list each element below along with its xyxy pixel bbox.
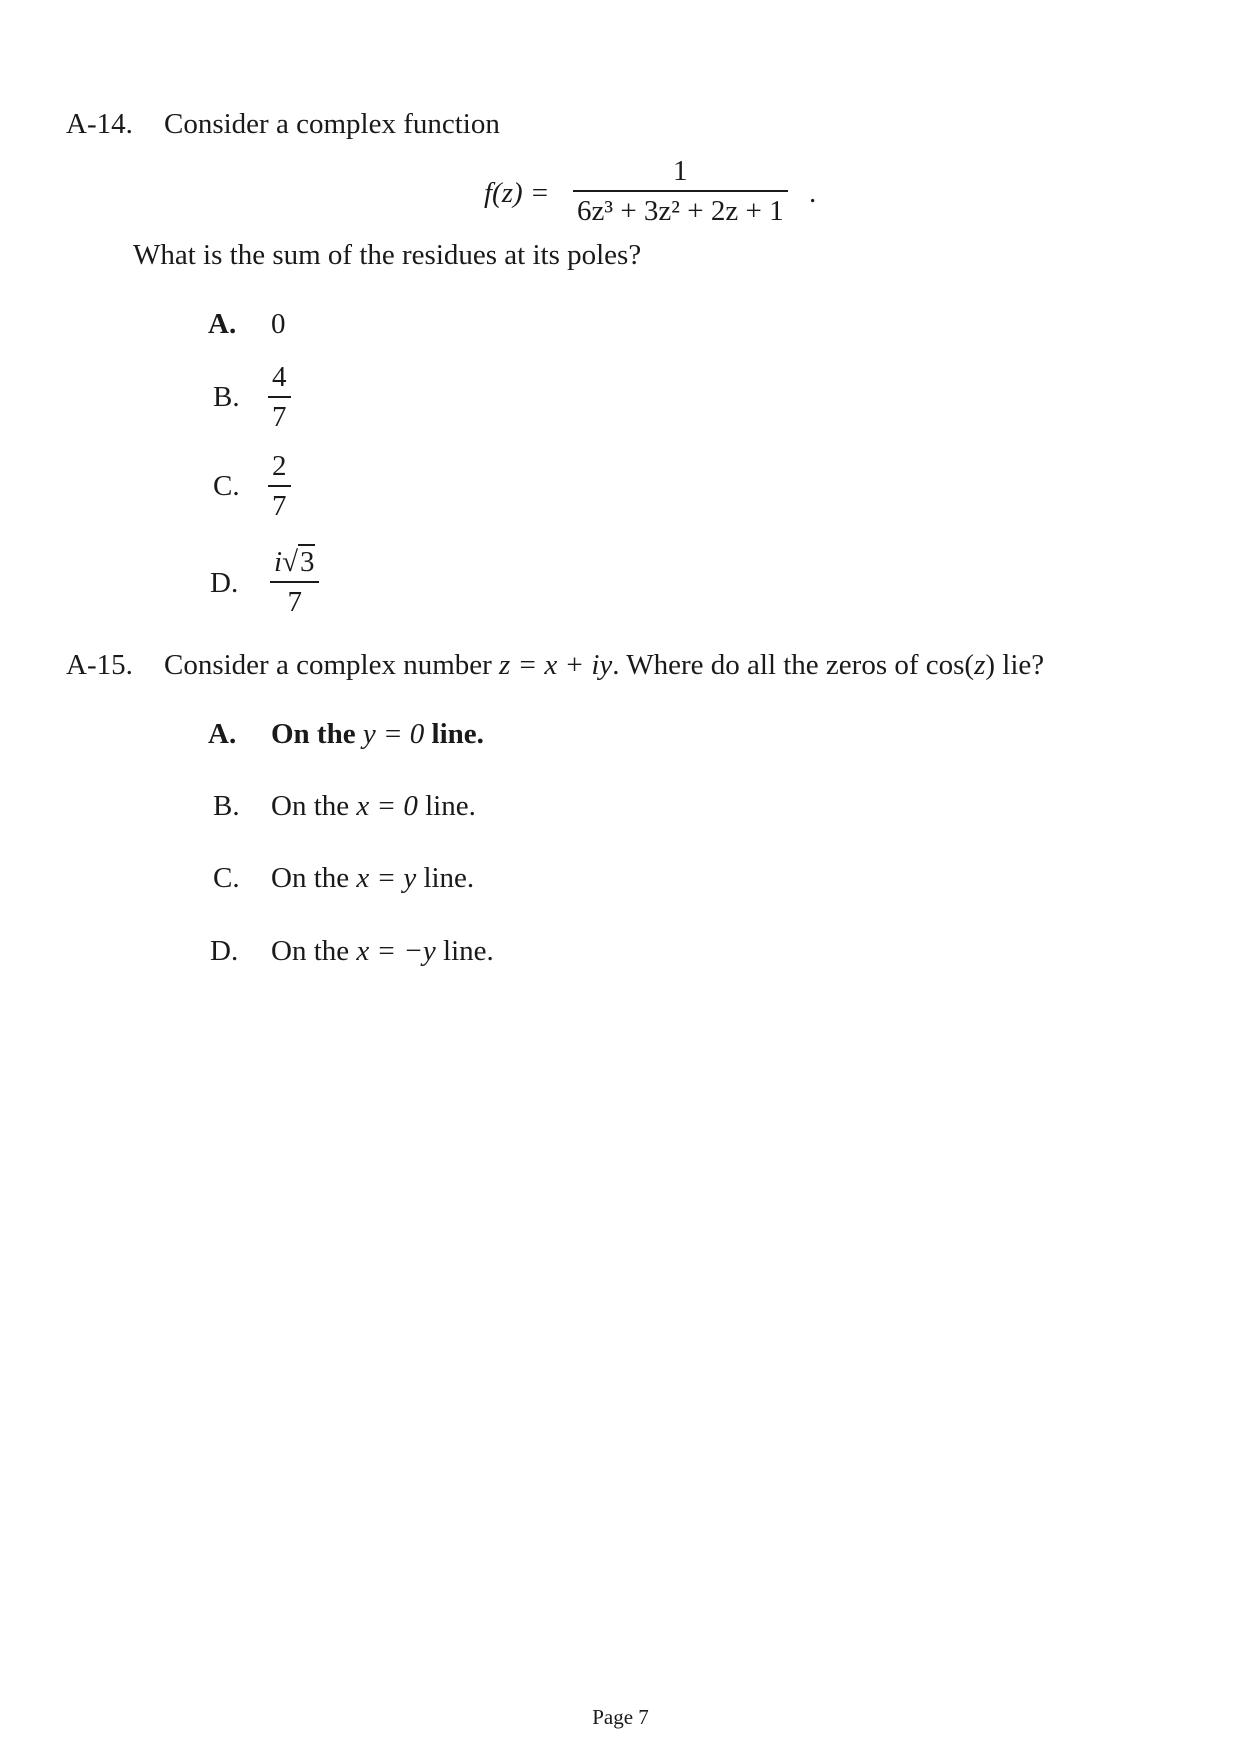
option-math: x = 0	[356, 790, 418, 822]
option-label-a15-a: A.	[208, 718, 237, 750]
square-root	[282, 545, 315, 579]
prompt-text: . Where do all the zeros of cos(	[612, 649, 975, 681]
fraction-bar	[268, 396, 291, 398]
fraction-numerator: 4	[272, 361, 287, 393]
option-text-a15-a	[271, 717, 484, 751]
option-text-a15-b	[271, 789, 476, 823]
question-prompt-a14: Consider a complex function	[164, 108, 500, 140]
option-value-a14-a: 0	[271, 308, 286, 340]
option-text: On the	[271, 790, 350, 822]
option-label-a14-b: B.	[213, 381, 240, 413]
question-text-a14: What is the sum of the residues at its poles?	[133, 239, 642, 271]
option-label-a15-c: C.	[213, 862, 240, 894]
option-fraction-a14-b	[268, 360, 291, 434]
option-text: line.	[443, 935, 494, 967]
fraction-numerator	[270, 545, 319, 579]
fraction-denominator: 7	[272, 401, 287, 433]
prompt-math: z = x + iy	[499, 649, 613, 681]
sqrt-radicand: 3	[299, 546, 315, 578]
option-fraction-a14-d	[270, 545, 319, 619]
option-label-a14-c: C.	[213, 470, 240, 502]
option-label-a14-d: D.	[210, 567, 239, 599]
option-text: On the	[271, 718, 356, 750]
equation-denominator: 6z³ + 3z² + 2z + 1	[577, 195, 784, 227]
fraction-bar	[573, 190, 788, 192]
fraction-denominator: 7	[287, 586, 302, 618]
question-number-a14: A-14.	[66, 108, 133, 140]
option-text-a15-c	[271, 861, 474, 895]
option-text-a15-d	[271, 934, 494, 968]
option-label-a15-d: D.	[210, 935, 239, 967]
option-math: x = −y	[356, 935, 436, 967]
option-fraction-a14-c	[268, 449, 291, 523]
sqrt-sign: √	[282, 546, 298, 578]
fraction-denominator: 7	[272, 490, 287, 522]
imaginary-unit: i	[274, 546, 283, 578]
equation-fraction	[573, 154, 788, 228]
fraction-numerator: 2	[272, 450, 287, 482]
question-prompt-a15	[164, 648, 1044, 682]
fraction-bar	[268, 485, 291, 487]
equation-trailing-period: .	[809, 177, 817, 209]
fraction-bar	[270, 581, 319, 583]
prompt-var: z	[974, 649, 986, 681]
prompt-text: ) lie?	[985, 649, 1045, 681]
option-text: line.	[431, 718, 484, 750]
option-text: line.	[425, 790, 476, 822]
option-math: y = 0	[362, 718, 425, 750]
page-number: Page 7	[592, 1705, 649, 1729]
option-label-a15-b: B.	[213, 790, 240, 822]
prompt-text: Consider a complex number	[164, 649, 492, 681]
option-text: On the	[271, 862, 350, 894]
equation-numerator: 1	[673, 155, 688, 187]
equation-lhs: f(z) =	[484, 177, 550, 209]
question-number-a15: A-15.	[66, 649, 133, 681]
option-label-a14-a: A.	[208, 308, 237, 340]
option-text: On the	[271, 935, 350, 967]
option-math: x = y	[356, 862, 417, 894]
option-text: line.	[423, 862, 475, 894]
